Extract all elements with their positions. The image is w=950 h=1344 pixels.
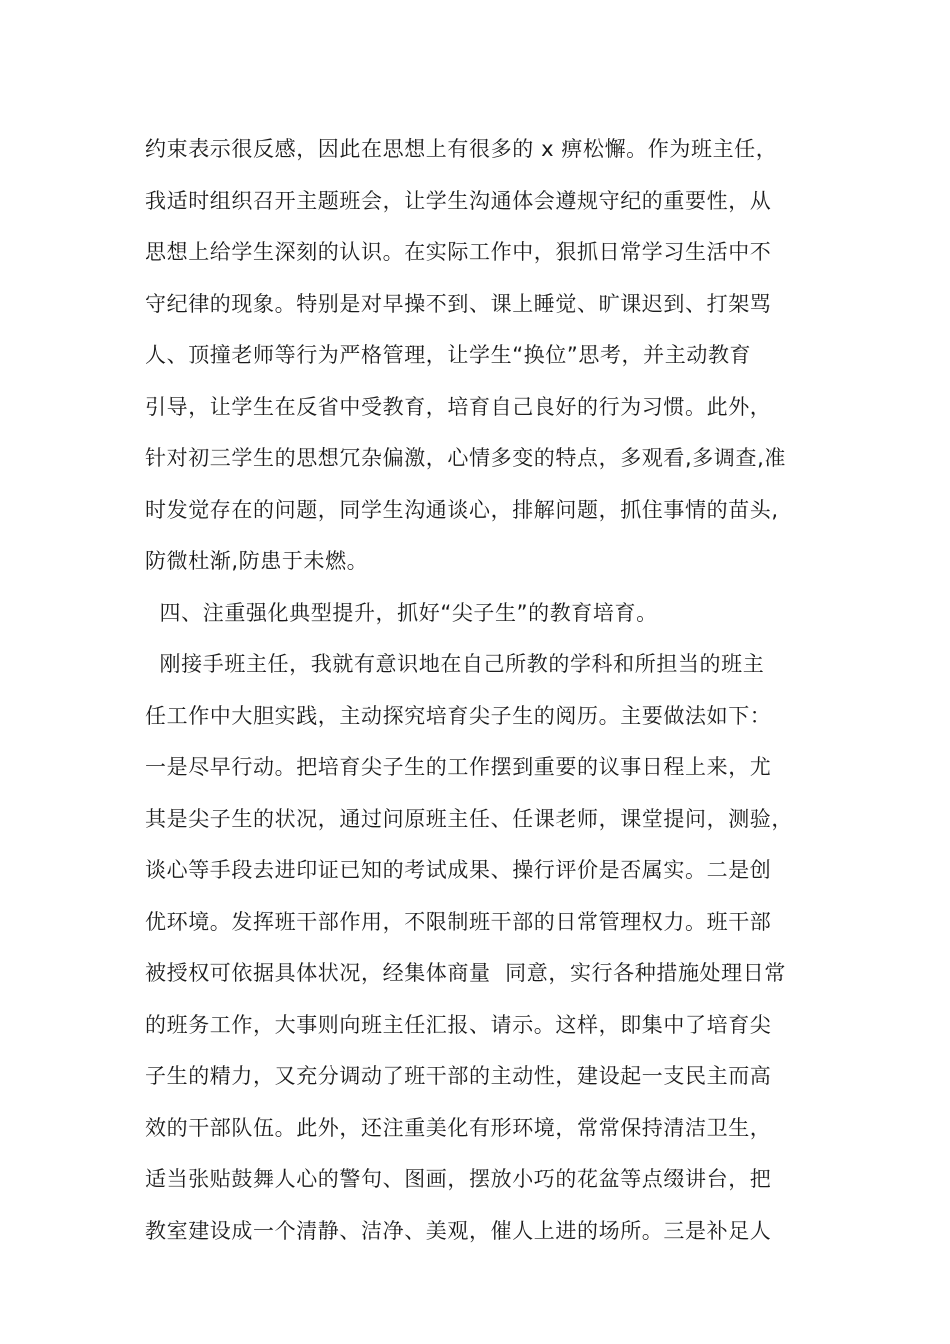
text-line: 时发觉存在的问题，同学生沟通谈心，排解问题，抓住事情的苗头, bbox=[145, 497, 779, 522]
text-line: 防微杜渐,防患于未燃。 bbox=[145, 549, 369, 573]
text-line: 约束表示很反感，因此在思想上有很多的 x 痹松懈。作为班主任， bbox=[145, 137, 778, 161]
text-line: 适当张贴鼓舞人心的警句、图画，摆放小巧的花盆等点缀讲台，把 bbox=[145, 1167, 772, 1191]
section-heading: 四、注重强化典型提升，抓好“尖子生”的教育培育。 bbox=[145, 600, 658, 625]
text-line: 其是尖子生的状况，通过问原班主任、任课老师，课堂提问，测验， bbox=[145, 806, 793, 831]
text-line: 效的干部队伍。此外，还注重美化有形环境，常常保持清洁卫生， bbox=[145, 1115, 772, 1140]
text-line: 刚接手班主任，我就有意识地在自己所教的学科和所担当的班主 bbox=[145, 652, 765, 676]
text-line: 针对初三学生的思想冗杂偏激，心情多变的特点，多观看,多调查,准 bbox=[145, 446, 786, 470]
text-line: 任工作中大胆实践，主动探究培育尖子生的阅历。主要做法如下： bbox=[145, 703, 772, 728]
text-line: 人、顶撞老师等行为严格管理，让学生“换位”思考，并主动教育 bbox=[145, 343, 752, 367]
text-line: 思想上给学生深刻的认识。在实际工作中，狠抓日常学习生活中不 bbox=[145, 240, 772, 264]
text-line: 的班务工作，大事则向班主任汇报、请示。这样，即集中了培育尖 bbox=[145, 1012, 772, 1037]
text-line: 守纪律的现象。特别是对早操不到、课上睡觉、旷课迟到、打架骂 bbox=[145, 291, 772, 316]
text-line: 子生的精力，又充分调动了班干部的主动性，建设起一支民主而高 bbox=[145, 1064, 772, 1088]
text-line: 教室建设成一个清静、洁净、美观，催人上进的场所。三是补足人 bbox=[145, 1218, 772, 1243]
body-text bbox=[145, 130, 815, 1263]
text-line: 引导，让学生在反省中受教育，培育自己良好的行为习惯。此外， bbox=[145, 394, 772, 419]
text-line: 被授权可依据具体状况，经集体商量 同意，实行各种措施处理日常 bbox=[145, 961, 786, 985]
text-line: 谈心等手段去进印证已知的考试成果、操行评价是否属实。二是创 bbox=[145, 858, 772, 882]
text-line: 我适时组织召开主题班会，让学生沟通体会遵规守纪的重要性，从 bbox=[145, 188, 772, 213]
text-line: 一是尽早行动。把培育尖子生的工作摆到重要的议事日程上来，尤 bbox=[145, 755, 772, 779]
text-line: 优环境。发挥班干部作用，不限制班干部的日常管理权力。班干部 bbox=[145, 909, 772, 934]
